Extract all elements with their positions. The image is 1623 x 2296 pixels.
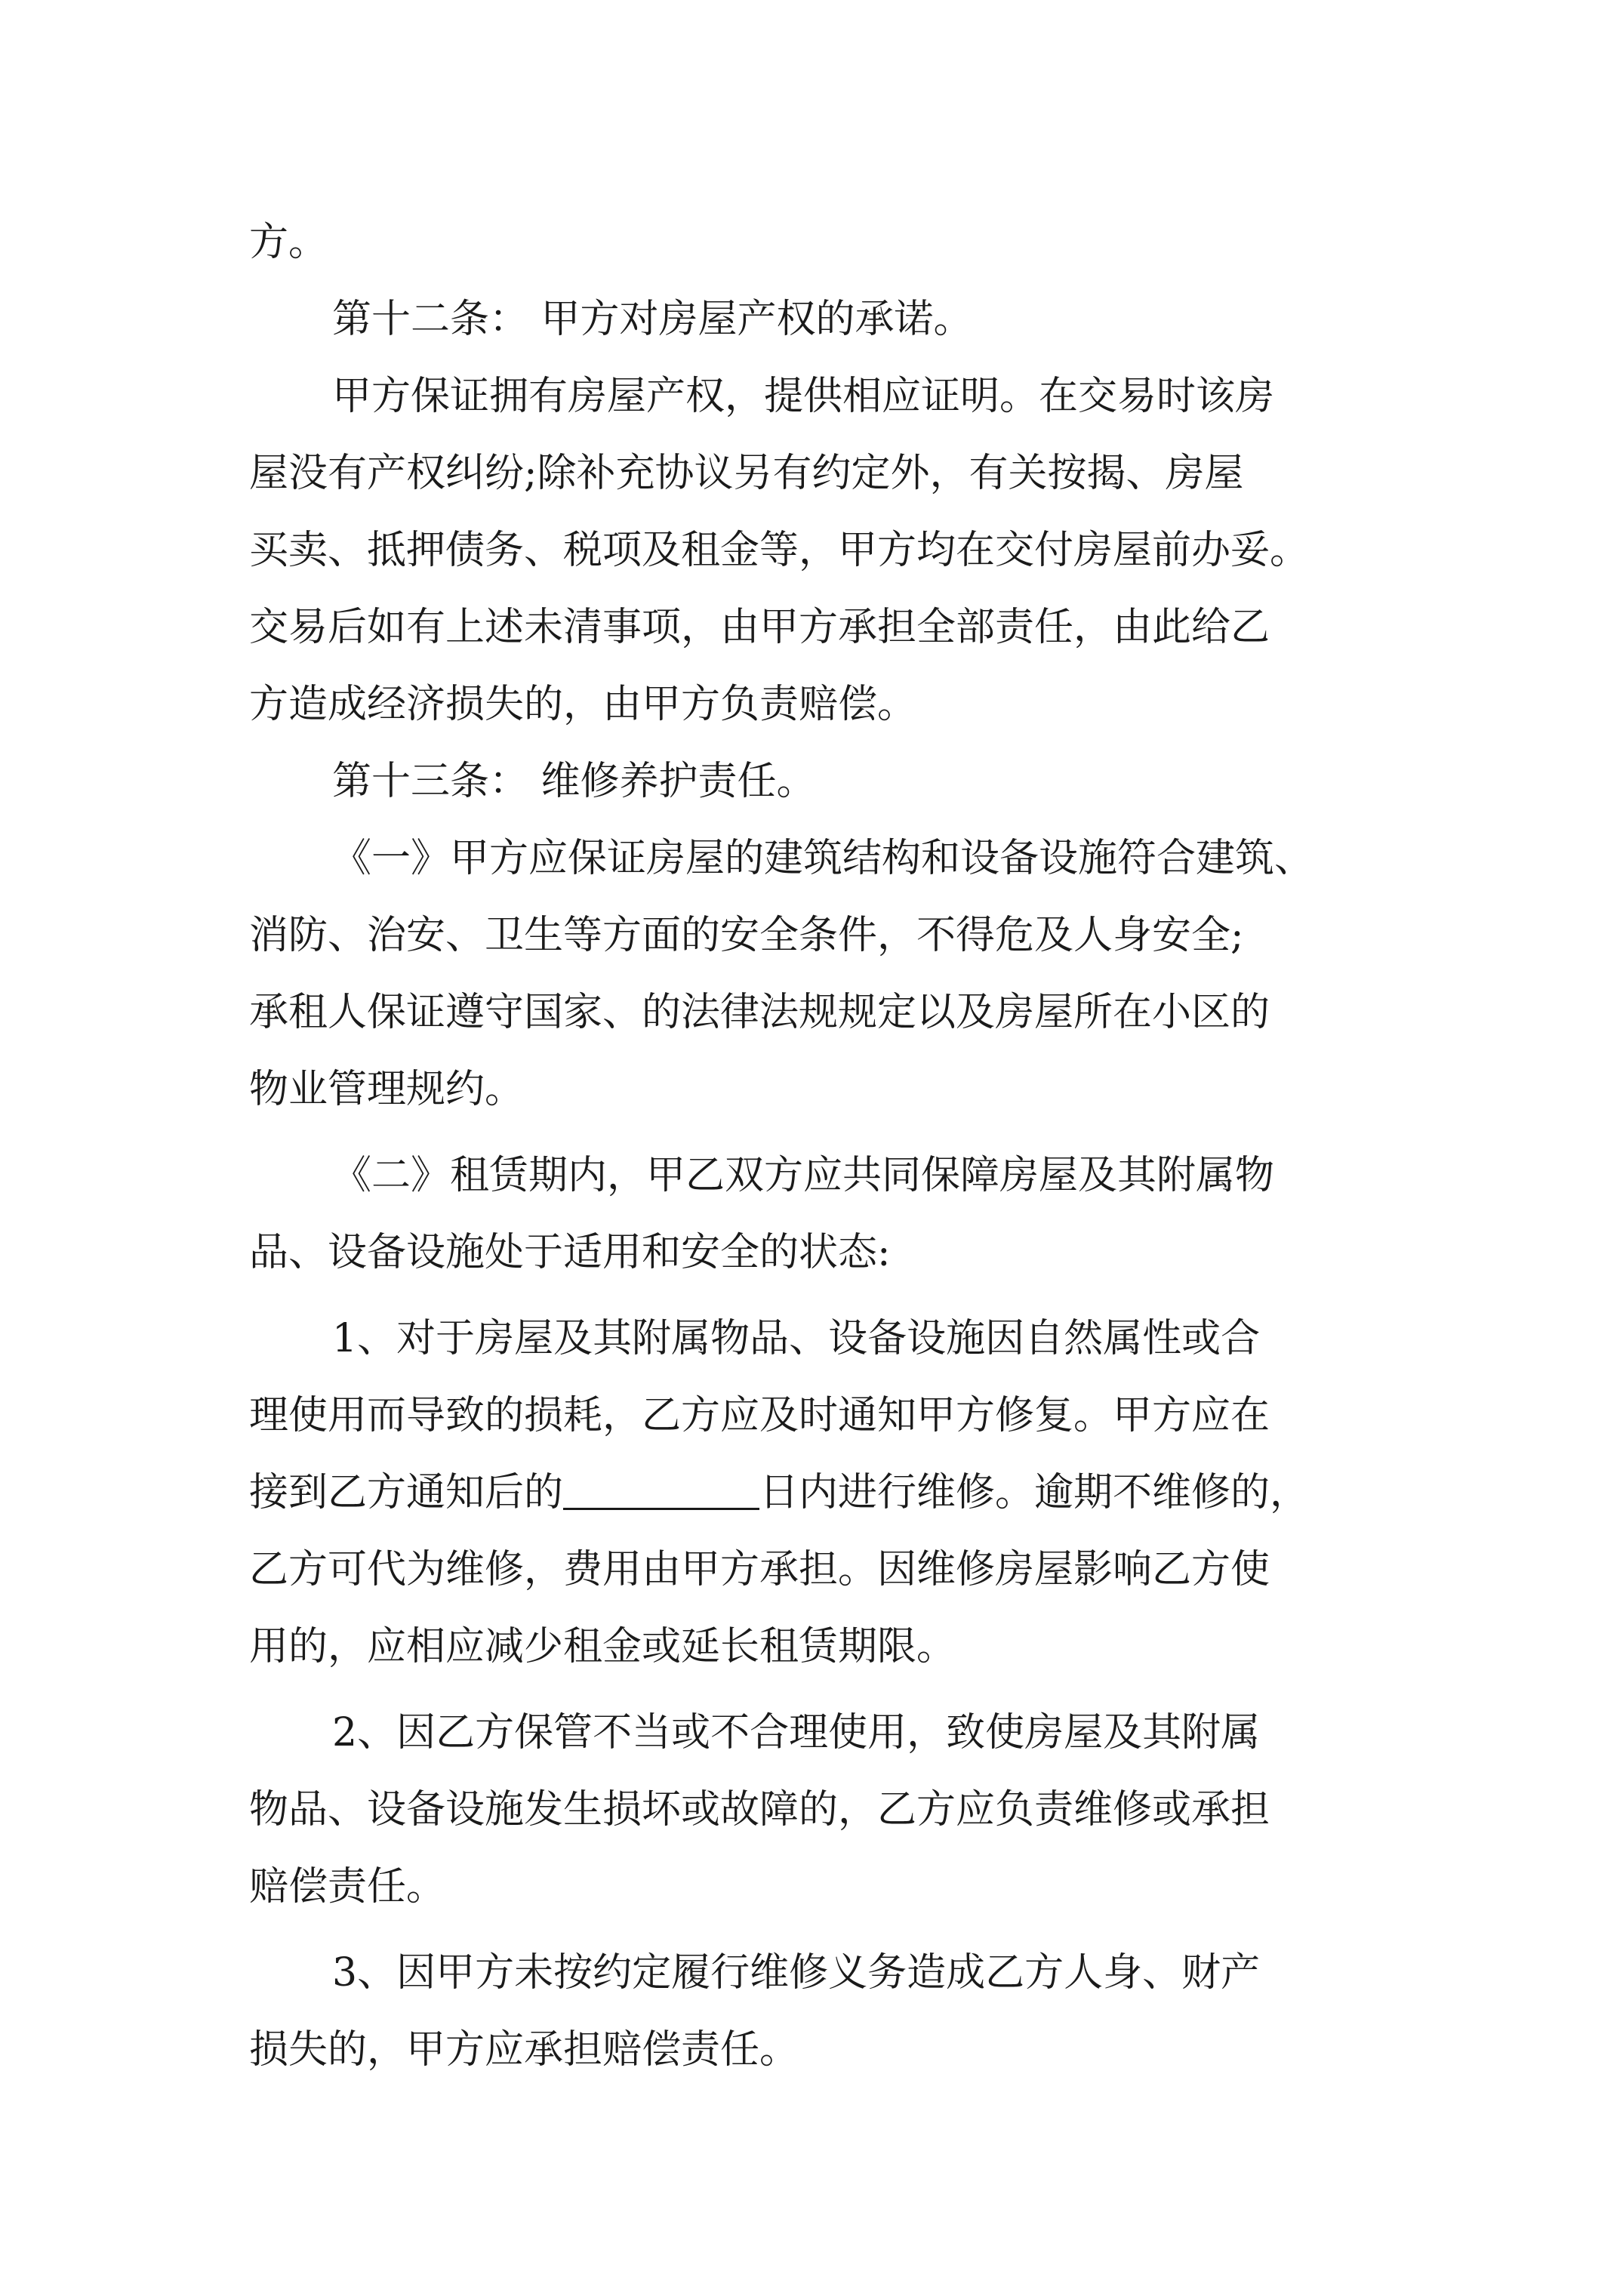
text-line: 物业管理规约。: [249, 1067, 525, 1112]
text-line-with-blank: [249, 1454, 1404, 1531]
document-body: [249, 204, 1404, 2088]
text-line: 承租人保证遵守国家、的法律法规规定以及房屋所在小区的: [249, 990, 1270, 1035]
text-line: 2、因乙方保管不当或不合理使用，致使房屋及其附属: [332, 1710, 1261, 1755]
article-12-heading: 第十二条： 甲方对房屋产权的承诺。: [332, 297, 973, 342]
text-line: 用的，应相应减少租金或延长租赁期限。: [249, 1624, 956, 1669]
text-line: 《二》租赁期内，甲乙双方应共同保障房屋及其附属物: [332, 1153, 1275, 1198]
text-line: 乙方可代为维修，费用由甲方承担。因维修房屋影响乙方使: [249, 1547, 1270, 1592]
text-line: 物品、设备设施发生损坏或故障的，乙方应负责维修或承担: [249, 1787, 1270, 1832]
text-line: 理使用而导致的损耗，乙方应及时通知甲方修复。甲方应在: [249, 1393, 1270, 1438]
text-segment: 日内进行维修。逾期不维修的，: [759, 1470, 1310, 1515]
text-line: 《一》甲方应保证房屋的建筑结构和设备设施符合建筑、: [332, 836, 1314, 881]
text-line: 赔偿责任。: [249, 1864, 446, 1909]
text-line: 品、设备设施处于适用和安全的状态:: [249, 1230, 891, 1275]
text-line: 1、对于房屋及其附属物品、设备设施因自然属性或合: [332, 1316, 1261, 1361]
text-line: 交易后如有上述未清事项，由甲方承担全部责任，由此给乙: [249, 605, 1270, 650]
article-13-heading: 第十三条： 维修养护责任。: [332, 759, 816, 804]
text-segment: 接到乙方通知后的: [249, 1470, 564, 1515]
text-line: 消防、治安、卫生等方面的安全条件，不得危及人身安全;: [249, 913, 1244, 958]
text-line: 损失的，甲方应承担赔偿责任。: [249, 2027, 799, 2073]
fill-in-blank: [563, 1465, 759, 1510]
text-line: 3、因甲方未按约定履行维修义务造成乙方人身、财产: [332, 1950, 1261, 1996]
text-line: 方。: [249, 220, 328, 265]
text-line: 买卖、抵押债务、税项及租金等，甲方均在交付房屋前办妥。: [249, 528, 1310, 573]
text-line: 屋没有产权纠纷;除补充协议另有约定外，有关按揭、房屋: [249, 451, 1244, 496]
text-line: 方造成经济损失的，由甲方负责赔偿。: [249, 682, 917, 727]
text-line: 甲方保证拥有房屋产权，提供相应证明。在交易时该房: [332, 374, 1275, 419]
